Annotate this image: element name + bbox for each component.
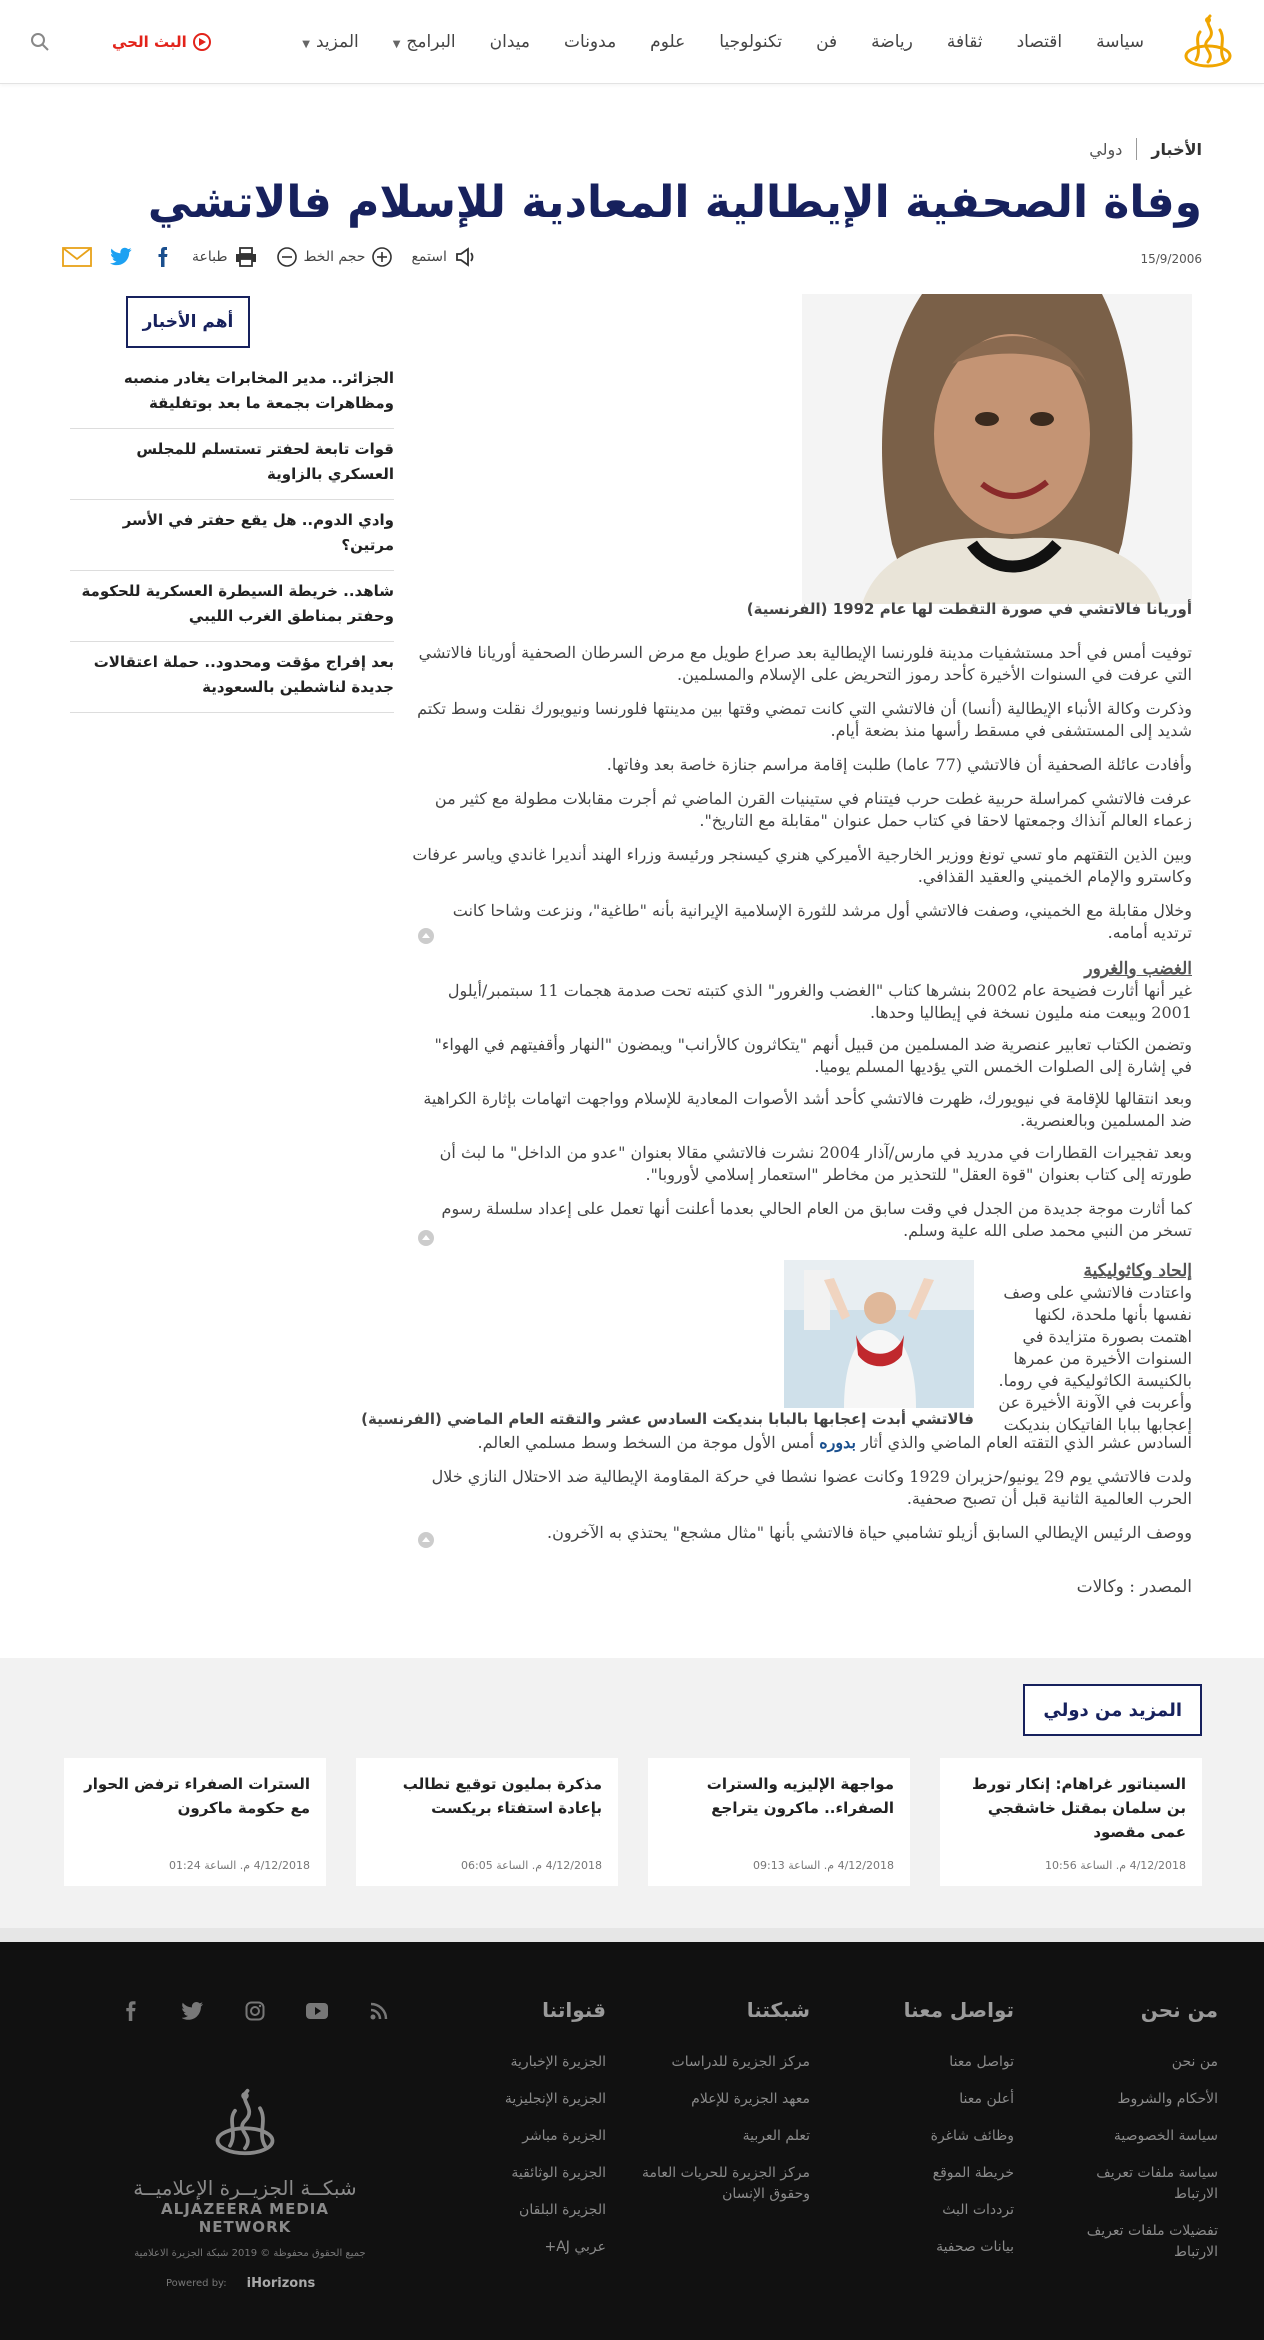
photo-caption: فالاتشي أبدت إعجابها بالبابا بنديكت السادس عشر والتقته العام الماضي (الفرنسية) [361, 1410, 974, 1428]
top-news-item[interactable]: شاهد.. خريطة السيطرة العسكرية للحكومة وحفتر بمناطق الغرب الليبي [70, 571, 394, 642]
nav-programs-label: البرامج [406, 32, 456, 52]
powered-by [166, 2276, 315, 2291]
paragraph: وبعد انتقالها للإقامة في نيويورك، ظهرت فالاتشي كأحد أشد الأصوات المعادية للإسلام وواجهت اتهامات بإثارة الكراهية ضد المسلمين وبالعنصرية. [423, 1089, 1192, 1130]
portrait-image [802, 294, 1192, 604]
copyright: جميع الحقوق محفوظة © 2019 شبكة الجزيرة الاعلامية [134, 2248, 366, 2259]
instagram-icon[interactable] [244, 2000, 266, 2022]
network-name-ar: شبكــة الجزيــرة الإعلاميــة [133, 2176, 357, 2200]
card-title: السترات الصفراء ترفض الحوار مع حكومة ماكرون [84, 1775, 310, 1817]
related-card[interactable] [64, 1758, 326, 1886]
plus-circle-icon[interactable] [371, 246, 393, 268]
related-card[interactable] [940, 1758, 1202, 1886]
more-section-title[interactable]: المزيد من دولي [1023, 1684, 1202, 1736]
footer-link[interactable]: الجزيرة البلقان [519, 2202, 606, 2218]
paragraph-text: السادس عشر الذي التقته العام الماضي والذي أثار [855, 1433, 1192, 1452]
subheading: الغضب والغرور [1084, 959, 1192, 979]
nav-technology[interactable]: تكنولوجيا [719, 32, 783, 52]
network-name-en: ALJAZEERA MEDIA NETWORK [161, 2200, 329, 2236]
card-date: 4/12/2018 م. الساعة 10:56 [1045, 1859, 1186, 1872]
font-size-control [276, 246, 394, 268]
article-title: وفاة الصحفية الإيطالية المعادية للإسلام فالاتشي [147, 177, 1202, 228]
paragraph: ولدت فالاتشي يوم 29 يونيو/حزيران 1929 وكانت عضوا نشطا في حركة المقاومة الإيطالية ضد الاحتلال النازي خلال الحرب العالمية الثانية قبل أن تصبح صحفية. [431, 1467, 1192, 1508]
live-stream-button[interactable] [112, 0, 211, 84]
article-date: 15/9/2006 [1140, 252, 1202, 266]
subheading: إلحاد وكاثوليكية [1083, 1261, 1192, 1281]
photo-caption: أوريانا فالاتشي في صورة التقطت لها عام 1992 (الفرنسية) [746, 600, 1192, 618]
paragraph: وبعد تفجيرات القطارات في مدريد في مارس/آذار 2004 نشرت فالاتشي مقالا بعنوان "عدو من الداخل" ما لبث أن طورته إلى كتاب بعنوان "قوة العقل" للتحذير من مخاطر "استعمار إسلامي لأوروبا". [439, 1143, 1192, 1184]
nav-sports[interactable]: رياضة [871, 32, 913, 52]
top-news-list [70, 358, 394, 713]
card-title: مواجهة الإليزيه والسترات الصفراء.. ماكرون يتراجع [706, 1775, 894, 1817]
listen-button[interactable] [411, 246, 476, 268]
collapse-icon[interactable] [418, 1230, 434, 1246]
aljazeera-logo [210, 2082, 280, 2162]
footer-link[interactable]: سياسة الخصوصية [1113, 2128, 1218, 2144]
footer-link[interactable]: الجزيرة الإخبارية [510, 2054, 606, 2070]
footer-link[interactable]: تفضيلات ملفات تعريف الارتباط [1086, 2223, 1218, 2260]
related-card[interactable] [648, 1758, 910, 1886]
card-title: مذكرة بمليون توقيع تطالب بإعادة استفتاء بريكست [402, 1775, 602, 1817]
nav-programs[interactable] [393, 32, 456, 52]
card-date: 4/12/2018 م. الساعة 01:24 [169, 1859, 310, 1872]
top-news-item[interactable]: الجزائر.. مدير المخابرات يغادر منصبه ومظاهرات بجمعة ما بعد بوتفليقة [70, 358, 394, 429]
footer-link[interactable]: تواصل معنا [949, 2054, 1014, 2070]
footer-col-title: قنواتنا [542, 1998, 606, 2022]
related-card[interactable] [356, 1758, 618, 1886]
more-from-section [0, 1658, 1264, 1928]
nav-economy[interactable]: اقتصاد [1016, 32, 1063, 52]
chevron-down-icon: ▼ [302, 39, 310, 50]
footer-link[interactable]: مركز الجزيرة للحريات العامة وحقوق الإنسان [641, 2165, 810, 2202]
footer-link[interactable]: معهد الجزيرة للإعلام [691, 2091, 810, 2107]
email-icon[interactable] [62, 246, 92, 268]
print-button[interactable] [192, 246, 258, 268]
breadcrumb-divider [1136, 138, 1137, 160]
footer-link[interactable]: خريطة الموقع [932, 2165, 1014, 2181]
font-size-label: حجم الخط [303, 249, 366, 265]
top-news-title: أهم الأخبار [126, 296, 250, 348]
ihorizons-logo[interactable]: iHorizons [246, 2276, 316, 2291]
footer-link[interactable]: مركز الجزيرة للدراسات [671, 2054, 810, 2070]
nav-more-label: المزيد [315, 32, 359, 52]
play-icon [193, 33, 211, 51]
paragraph: وخلال مقابلة مع الخميني، وصفت فالاتشي أول مرشد للثورة الإسلامية الإيرانية بأنه "طاغية"، ونزعت وشاحا كانت ترتديه أمامه. [452, 901, 1192, 942]
paragraph: وأفادت عائلة الصحفية أن فالاتشي (77 عاما) طلبت إقامة مراسم جنازة خاصة بعد وفاتها. [606, 755, 1192, 774]
facebook-icon[interactable] [120, 2000, 142, 2022]
live-label: البث الحي [112, 33, 187, 51]
top-news-item[interactable]: قوات تابعة لحفتر تستسلم للمجلس العسكري بالزاوية [70, 429, 394, 500]
footer-link[interactable]: من نحن [1171, 2054, 1218, 2070]
paragraph: وبين الذين التقتهم ماو تسي تونغ ووزير الخارجية الأميركي هنري كيسنجر ورئيسة وزراء الهند أنديرا غاندي وياسر عرفات وكاسترو والإمام الخميني والعقيد القذافي. [412, 845, 1192, 886]
minus-circle-icon[interactable] [276, 246, 298, 268]
social-links [120, 2000, 390, 2022]
paragraph: وتضمن الكتاب تعابير عنصرية ضد المسلمين من قبيل أنهم "يتكاثرون كالأرانب" ويمضون "النهار وأقفيتهم في الهواء" في إشارة إلى الصلوات الخمس التي يؤديها المسلم يوميا. [434, 1035, 1192, 1076]
paragraph: وأعربت في الآونة الأخيرة عن إعجابها ببابا الفاتيكان بنديكت [998, 1393, 1192, 1434]
facebook-icon[interactable] [152, 246, 174, 268]
collapse-icon[interactable] [418, 928, 434, 944]
listen-label: استمع [411, 249, 447, 265]
network-logo[interactable] [120, 2082, 370, 2236]
chevron-down-icon: ▼ [392, 39, 401, 50]
footer-col-title: تواصل معنا [903, 1998, 1014, 2022]
aljazeera-logo[interactable] [1180, 10, 1236, 72]
footer-link[interactable]: وظائف شاغرة [930, 2128, 1014, 2144]
footer-col-title: من نحن [1140, 1998, 1218, 2022]
footer-link[interactable]: أعلن معنا [959, 2091, 1014, 2107]
card-date: 4/12/2018 م. الساعة 06:05 [461, 1859, 602, 1872]
main-nav [302, 0, 1144, 84]
footer-link[interactable]: سياسة ملفات تعريف الارتباط [1096, 2165, 1218, 2202]
nav-culture[interactable]: ثقافة [946, 32, 983, 52]
footer-col-about [1048, 1998, 1218, 2279]
speaker-icon [453, 246, 477, 268]
footer-col-title: شبكتنا [746, 1998, 810, 2022]
footer-link[interactable]: الجزيرة مباشر [522, 2128, 606, 2144]
paragraph: عرفت فالاتشي كمراسلة حربية غطت حرب فيتنام في ستينيات القرن الماضي ثم أجرت مقابلات مطولة مع كثير من زعماء العالم آنذاك وجمعتها لاحقا في كتاب حمل عنوان "مقابلة مع التاريخ". [434, 789, 1192, 830]
nav-art[interactable]: فن [816, 32, 838, 52]
nav-more[interactable] [302, 32, 358, 52]
paragraph: توفيت أمس في أحد مستشفيات مدينة فلورنسا الإيطالية بعد صراع طويل مع مرض السرطان الصحفية أوريانا فالاتشي التي عرفت في السنوات الأخيرة كأحد رموز التحريض على الإسلام والمسلمين. [418, 643, 1192, 684]
article-tools [62, 246, 477, 268]
search-icon[interactable] [30, 32, 50, 52]
nav-midan[interactable]: ميدان [489, 32, 531, 52]
top-news-item[interactable]: بعد إفراج مؤقت ومحدود.. حملة اعتقالات جديدة لناشطين بالسعودية [70, 642, 394, 713]
article-photo-pope [784, 1260, 974, 1408]
footer-link[interactable]: ترددات البث [942, 2202, 1014, 2218]
footer [0, 1928, 1264, 2340]
breadcrumb-section[interactable]: دولي [1089, 139, 1123, 159]
top-news-item[interactable]: وادي الدوم.. هل يقع حفتر في الأسر مرتين؟ [70, 500, 394, 571]
footer-link[interactable]: بيانات صحفية [936, 2239, 1014, 2255]
breadcrumb-home[interactable]: الأخبار [1151, 139, 1202, 159]
card-date: 4/12/2018 م. الساعة 09:13 [753, 1859, 894, 1872]
footer-link[interactable]: الجزيرة الوثائقية [511, 2165, 606, 2181]
nav-politics[interactable]: سياسة [1096, 32, 1144, 52]
article-source: المصدر : وكالات [1076, 1577, 1192, 1597]
footer-link[interactable]: الجزيرة الإنجليزية [504, 2091, 606, 2107]
footer-link[interactable]: عربي AJ+ [544, 2239, 606, 2255]
paragraph [412, 1432, 1192, 1454]
twitter-icon[interactable] [182, 2000, 204, 2022]
paragraph: واعتادت فالاتشي على وصف نفسها بأنها ملحدة، لكنها اهتمت بصورة متزايدة في السنوات الأخيرة من عمرها بالكنيسة الكاثوليكية في روما. [998, 1283, 1192, 1390]
rss-icon[interactable] [368, 2000, 390, 2022]
pope-image [784, 1260, 974, 1408]
paragraph: وذكرت وكالة الأنباء الإيطالية (أنسا) أن فالاتشي التي كانت تمضي وقتها بين مدينتها فلورنسا ونيويورك نقلت وسط تكتم شديد إلى المستشفى في مسقط رأسها منذ بضعة أيام. [417, 699, 1192, 740]
footer-col-channels [436, 1998, 606, 2274]
twitter-icon[interactable] [110, 246, 134, 268]
related-cards [64, 1758, 1202, 1886]
paragraph: غير أنها أثارت فضيحة عام 2002 بنشرها كتاب "الغضب والغرور" الذي كتبته تحت صدمة هجمات 11 سبتمبر/أيلول 2001 وبيعت منه مليون نسخة في إيطاليا وحدها. [447, 981, 1192, 1022]
paragraph: كما أثارت موجة جديدة من الجدل في وقت سابق من العام الحالي بعدما أعلنت أنها تعمل على إعداد سلسلة رسوم تسخر من النبي محمد صلى الله علية وسلم. [441, 1199, 1192, 1240]
footer-col-network [640, 1998, 810, 2221]
top-navigation-bar [0, 0, 1264, 84]
print-label: طباعة [192, 249, 228, 265]
nav-blogs[interactable]: مدونات [564, 32, 617, 52]
powered-by-label: Powered by: [166, 2278, 227, 2289]
card-title: السيناتور غراهام: إنكار تورط بن سلمان بمقتل خاشقجي عمى مقصود [971, 1775, 1186, 1841]
collapse-icon[interactable] [418, 1532, 434, 1548]
printer-icon [234, 246, 258, 268]
inline-link[interactable]: بدوره [819, 1433, 856, 1452]
youtube-icon[interactable] [306, 2000, 328, 2022]
paragraph: ووصف الرئيس الإيطالي السابق أزيلو تشامبي حياة فالاتشي بأنها "مثال مشجع" يحتذي به الآخرون. [546, 1523, 1192, 1542]
article-photo-fallaci [802, 294, 1192, 604]
footer-link[interactable]: الأحكام والشروط [1117, 2091, 1218, 2107]
breadcrumb [1089, 138, 1202, 160]
paragraph-text: أمس الأول موجة من السخط وسط مسلمي العالم. [477, 1433, 820, 1452]
footer-link[interactable]: تعلم العربية [742, 2128, 810, 2144]
nav-science[interactable]: علوم [650, 32, 686, 52]
footer-col-contact [844, 1998, 1014, 2274]
